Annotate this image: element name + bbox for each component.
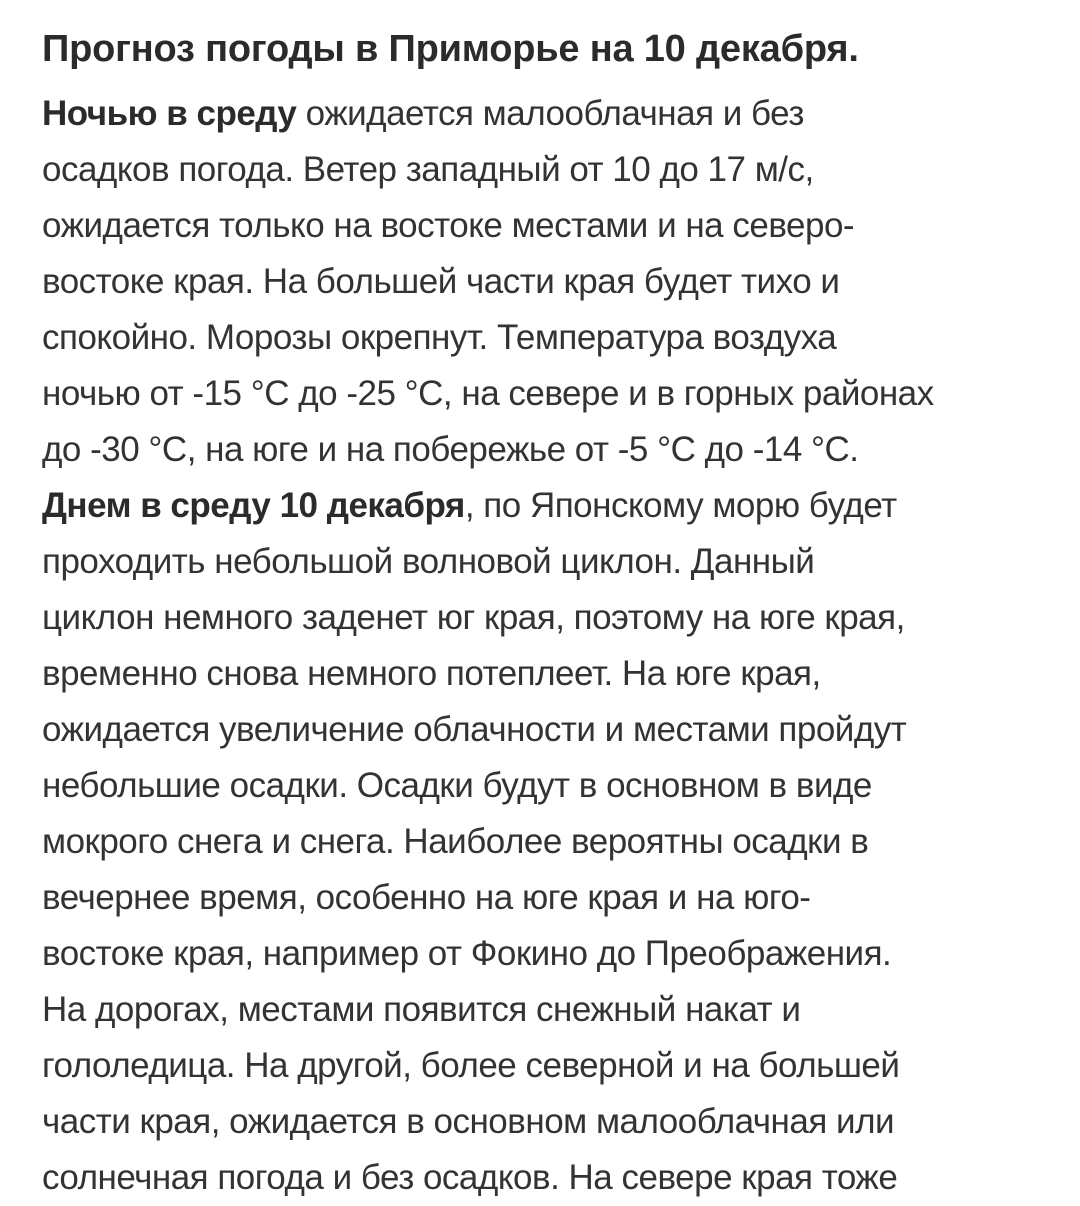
article-title: Прогноз погоды в Приморье на 10 декабря. [42,28,859,70]
body-line [42,702,1042,758]
body-line [42,254,1042,310]
line-text: мокрого снега и снега. Наиболее вероятны осадки в [42,822,869,861]
line-text: небольшие осадки. Осадки будут в основном в виде [42,766,872,805]
body-line [42,534,1042,590]
line-text: циклон немного заденет юг края, поэтому на юге края, [42,598,905,637]
line-text: востоке края. На большей части края будет тихо и [42,262,840,301]
body-line [42,814,1042,870]
body-line [42,1094,1042,1150]
body-line [42,758,1042,814]
line-text: ночью от -15 °С до -25 °С, на севере и в горных районах [42,374,934,413]
body-line [42,198,1042,254]
body-line [42,310,1042,366]
body-line [42,478,1042,534]
line-text: востоке края, например от Фокино до Преображения. [42,934,892,973]
body-line [42,1038,1042,1094]
body-line [42,142,1042,198]
body-line [42,646,1042,702]
bold-lead: Днем в среду 10 декабря [42,486,465,525]
line-text: проходить небольшой волновой циклон. Данный [42,542,815,581]
line-text: части края, ожидается в основном малооблачная или [42,1102,895,1141]
line-text: гололедица. На другой, более северной и на большей [42,1046,900,1085]
article [42,22,1042,1206]
line-text: временно снова немного потеплеет. На юге края, [42,654,821,693]
body-line [42,926,1042,982]
line-text: На дорогах, местами появится снежный накат и [42,990,801,1029]
body-line [42,590,1042,646]
line-text: ожидается только на востоке местами и на северо- [42,206,855,245]
line-text: спокойно. Морозы окрепнут. Температура воздуха [42,318,837,357]
body-line [42,1150,1042,1206]
body-line [42,86,1042,142]
body-line [42,422,1042,478]
line-text: , по Японскому морю будет [464,486,897,525]
article-body [42,86,1042,1206]
line-text: до -30 °С, на юге и на побережье от -5 °С до -14 °С. [42,430,859,469]
body-line [42,982,1042,1038]
line-text: ожидается малооблачная и без [296,94,804,133]
body-line [42,870,1042,926]
line-text: ожидается увеличение облачности и местами пройдут [42,710,907,749]
line-text: осадков погода. Ветер западный от 10 до 17 м/с, [42,150,814,189]
body-line [42,366,1042,422]
line-text: солнечная погода и без осадков. На севере края тоже [42,1158,898,1197]
line-text: вечернее время, особенно на юге края и на юго- [42,878,811,917]
bold-lead: Ночью в среду [42,94,297,133]
